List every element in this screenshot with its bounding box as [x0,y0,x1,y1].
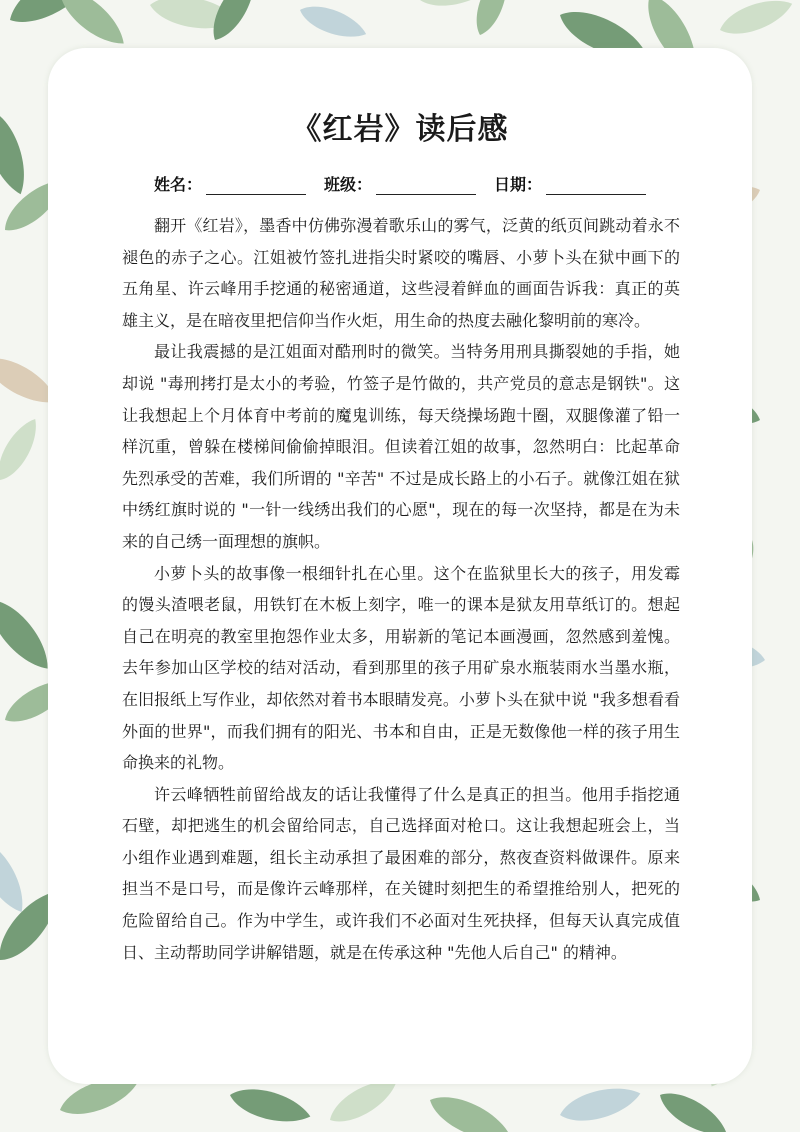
paragraph: 许云峰牺牲前留给战友的话让我懂得了什么是真正的担当。他用手指挖通石壁，却把逃生的机会留给同志，自己选择面对枪口。这让我想起班会上，当小组作业遇到难题，组长主动承担了最困难的部分，熬夜查资料做课件。原来担当不是口号，而是像许云峰那样，在关键时刻把生的希望推给别人，把死的危险留给自己。作为中学生，或许我们不必面对生死抉择，但每天认真完成值日、主动帮助同学讲解错题，就是在传承这种 "先他人后自己" 的精神。 [122,784,680,962]
paragraph: 翻开《红岩》，墨香中仿佛弥漫着歌乐山的雾气，泛黄的纸页间跳动着永不褪色的赤子之心。江姐被竹签扎进指尖时紧咬的嘴唇、小萝卜头在狱中画下的五角星、许云峰用手挖通的秘密通道，这些浸着鲜血的画面告诉我：真正的英雄主义，是在暗夜里把信仰当作火炬，用生命的热度去融化黎明前的寒冷。 [122,216,680,330]
date-blank[interactable] [546,176,646,195]
class-label: 班级： [323,175,372,194]
essay-title: 《红岩》读后感 [291,112,509,147]
class-field [324,172,476,195]
date-field [494,172,646,195]
date-label: 日期： [494,175,543,194]
name-blank[interactable] [206,176,306,195]
paragraph: 小萝卜头的故事像一根细针扎在心里。这个在监狱里长大的孩子，用发霉的馒头渣喂老鼠，用铁钉在木板上刻字，唯一的课本是狱友用草纸订的。想起自己在明亮的教室里抱怨作业太多，用崭新的笔记本画漫画，忽然感到羞愧。去年参加山区学校的结对活动，看到那里的孩子用矿泉水瓶装雨水当墨水瓶，在旧报纸上写作业，却依然对着书本眼睛发亮。小萝卜头在狱中说 "我多想看看外面的世界"，而我们拥有的阳光、书本和自由，正是无数像他一样的孩子用生命换来的礼物。 [122,563,680,773]
essay-body [122,210,680,968]
class-blank[interactable] [376,176,476,195]
name-field [154,172,306,195]
paragraph: 最让我震撼的是江姐面对酷刑时的微笑。当特务用刑具撕裂她的手指，她却说 "毒刑拷打是太小的考验，竹签子是竹做的，共产党员的意志是钢铁"。这让我想起上个月体育中考前的魔鬼训练，每天绕操场跑十圈，双腿像灌了铅一样沉重，曾躲在楼梯间偷偷掉眼泪。但读着江姐的故事，忽然明白：比起革命先烈承受的苦难，我们所谓的 "辛苦" 不过是成长路上的小石子。就像江姐在狱中绣红旗时说的 "一针一线绣出我们的心愿"，现在的每一次坚持，都是在为未来的自己绣一面理想的旗帜。 [122,342,680,551]
student-info-row [0,172,800,195]
name-label: 姓名： [153,175,202,194]
